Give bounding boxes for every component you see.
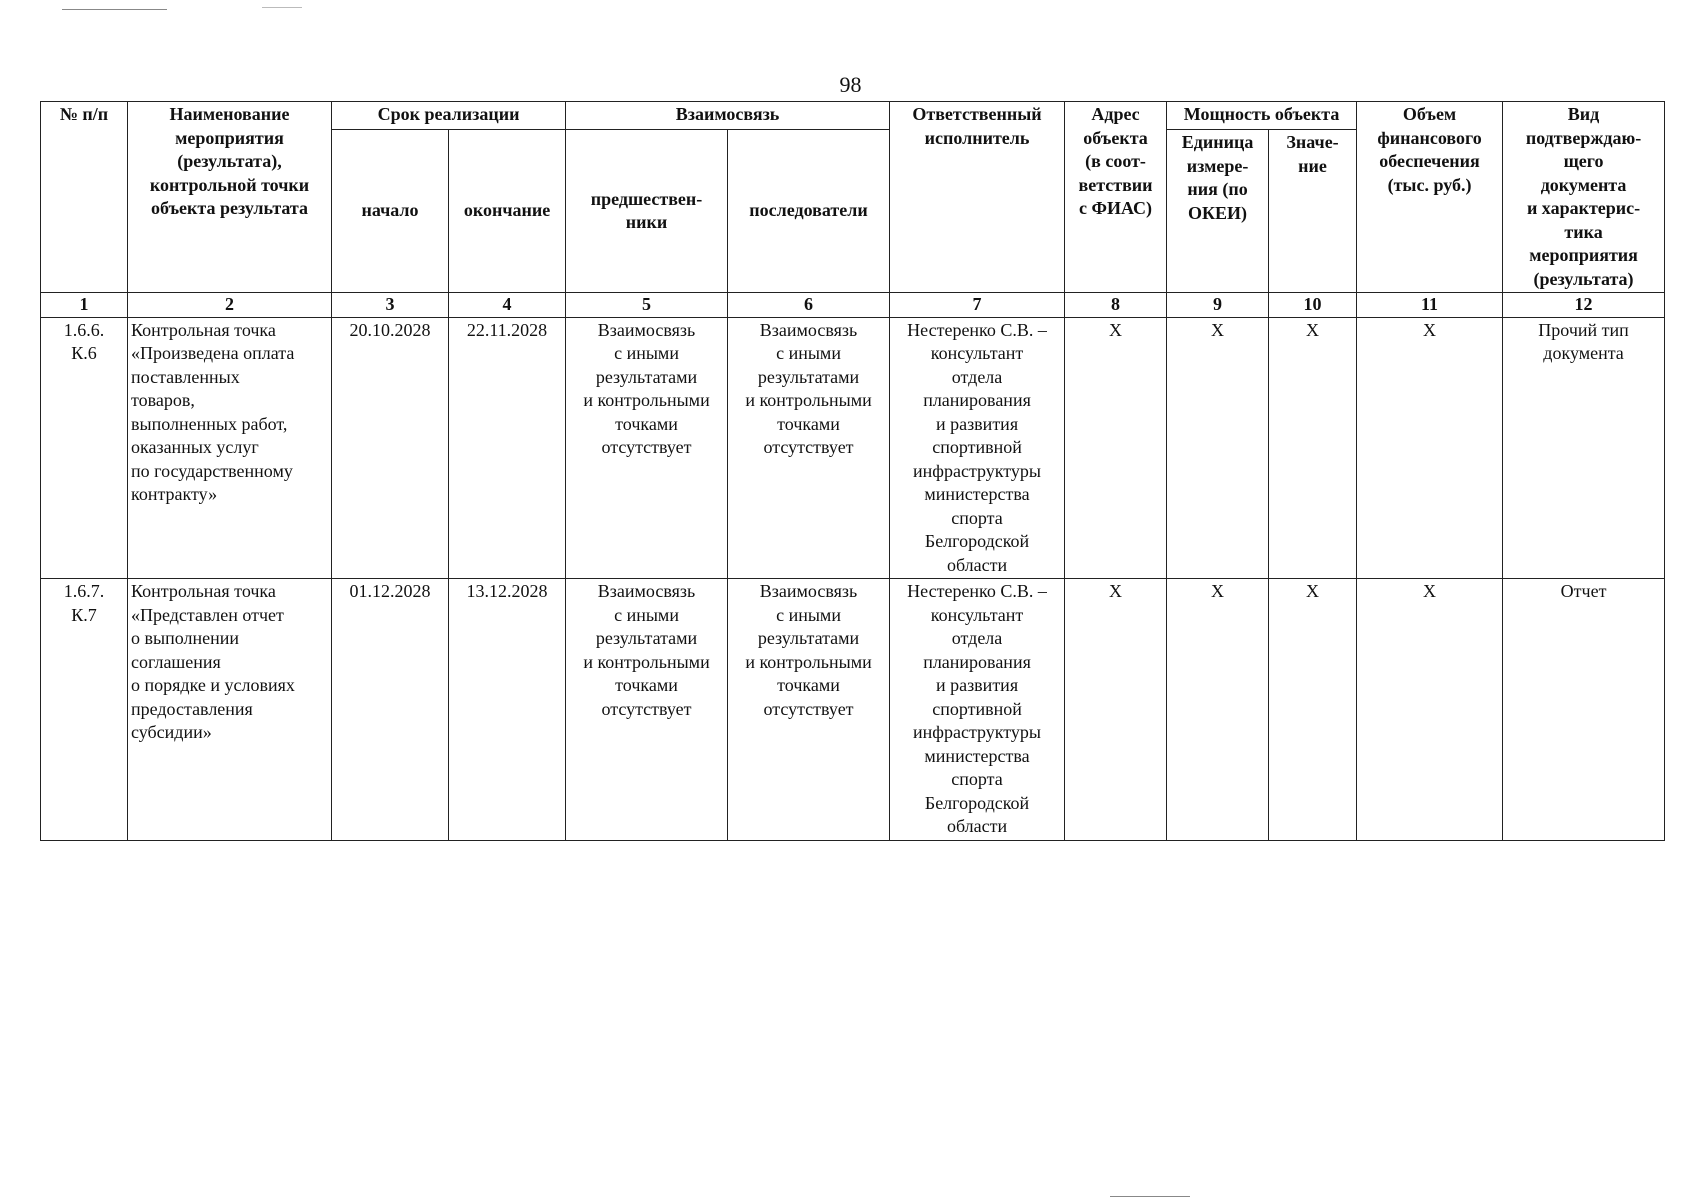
column-number: 5 [566, 293, 728, 318]
row-address: Х [1065, 317, 1167, 579]
column-number: 10 [1269, 293, 1357, 318]
table-row [41, 317, 1665, 579]
row-successors: Взаимосвязь с иными результатами и контрольными точками отсутствует [728, 317, 890, 579]
scan-artifact-line [1110, 1196, 1190, 1197]
row-capacity-unit: Х [1167, 317, 1269, 579]
header-capacity-group: Мощность объекта [1167, 102, 1357, 130]
row-number: 1.6.7. К.7 [41, 579, 128, 841]
column-number: 6 [728, 293, 890, 318]
header-finance: Объем финансового обеспечения (тыс. руб.) [1357, 102, 1503, 293]
column-number: 12 [1503, 293, 1665, 318]
column-number: 1 [41, 293, 128, 318]
row-capacity-value: Х [1269, 317, 1357, 579]
row-document: Прочий тип документа [1503, 317, 1665, 579]
column-number: 8 [1065, 293, 1167, 318]
header-capacity-unit: Единица измере- ния (по ОКЕИ) [1167, 130, 1269, 293]
row-capacity-unit: Х [1167, 579, 1269, 841]
header-period-start: начало [332, 130, 449, 293]
row-finance: Х [1357, 317, 1503, 579]
row-responsible: Нестеренко С.В. – консультант отдела планирования и развития спортивной инфраструктуры министерства спорта Белгородской области [890, 317, 1065, 579]
header-period-end: окончание [449, 130, 566, 293]
header-relation-next: последователи [728, 130, 890, 293]
column-number-row [41, 293, 1665, 318]
header-number: № п/п [41, 102, 128, 293]
header-row-top [41, 102, 1665, 130]
header-relation-prev: предшествен- ники [566, 130, 728, 293]
scan-artifact-line [62, 9, 167, 10]
column-number: 3 [332, 293, 449, 318]
header-name: Наименование мероприятия (результата), контрольной точки объекта результата [128, 102, 332, 293]
column-number: 2 [128, 293, 332, 318]
column-number: 7 [890, 293, 1065, 318]
header-address: Адрес объекта (в соот- ветствии с ФИАС) [1065, 102, 1167, 293]
row-finance: Х [1357, 579, 1503, 841]
page-number: 98 [839, 72, 862, 97]
row-document: Отчет [1503, 579, 1665, 841]
row-address: Х [1065, 579, 1167, 841]
column-number: 9 [1167, 293, 1269, 318]
header-document: Вид подтверждаю- щего документа и характерис- тика мероприятия (результата) [1503, 102, 1665, 293]
plan-table [40, 101, 1665, 841]
row-predecessors: Взаимосвязь с иными результатами и контрольными точками отсутствует [566, 579, 728, 841]
row-capacity-value: Х [1269, 579, 1357, 841]
row-end-date: 13.12.2028 [449, 579, 566, 841]
row-end-date: 22.11.2028 [449, 317, 566, 579]
row-responsible: Нестеренко С.В. – консультант отдела планирования и развития спортивной инфраструктуры министерства спорта Белгородской области [890, 579, 1065, 841]
column-number: 4 [449, 293, 566, 318]
row-name: Контрольная точка «Произведена оплата поставленных товаров, выполненных работ, оказанных услуг по государственному контракту» [128, 317, 332, 579]
header-capacity-value: Значе- ние [1269, 130, 1357, 293]
row-start-date: 01.12.2028 [332, 579, 449, 841]
column-number: 11 [1357, 293, 1503, 318]
table-row [41, 579, 1665, 841]
header-relation-group: Взаимосвязь [566, 102, 890, 130]
scan-artifact-line [262, 7, 302, 8]
header-responsible: Ответственный исполнитель [890, 102, 1065, 293]
row-start-date: 20.10.2028 [332, 317, 449, 579]
row-name: Контрольная точка «Представлен отчет о выполнении соглашения о порядке и условиях предоставления субсидии» [128, 579, 332, 841]
row-number: 1.6.6. К.6 [41, 317, 128, 579]
header-period-group: Срок реализации [332, 102, 566, 130]
row-predecessors: Взаимосвязь с иными результатами и контрольными точками отсутствует [566, 317, 728, 579]
row-successors: Взаимосвязь с иными результатами и контрольными точками отсутствует [728, 579, 890, 841]
